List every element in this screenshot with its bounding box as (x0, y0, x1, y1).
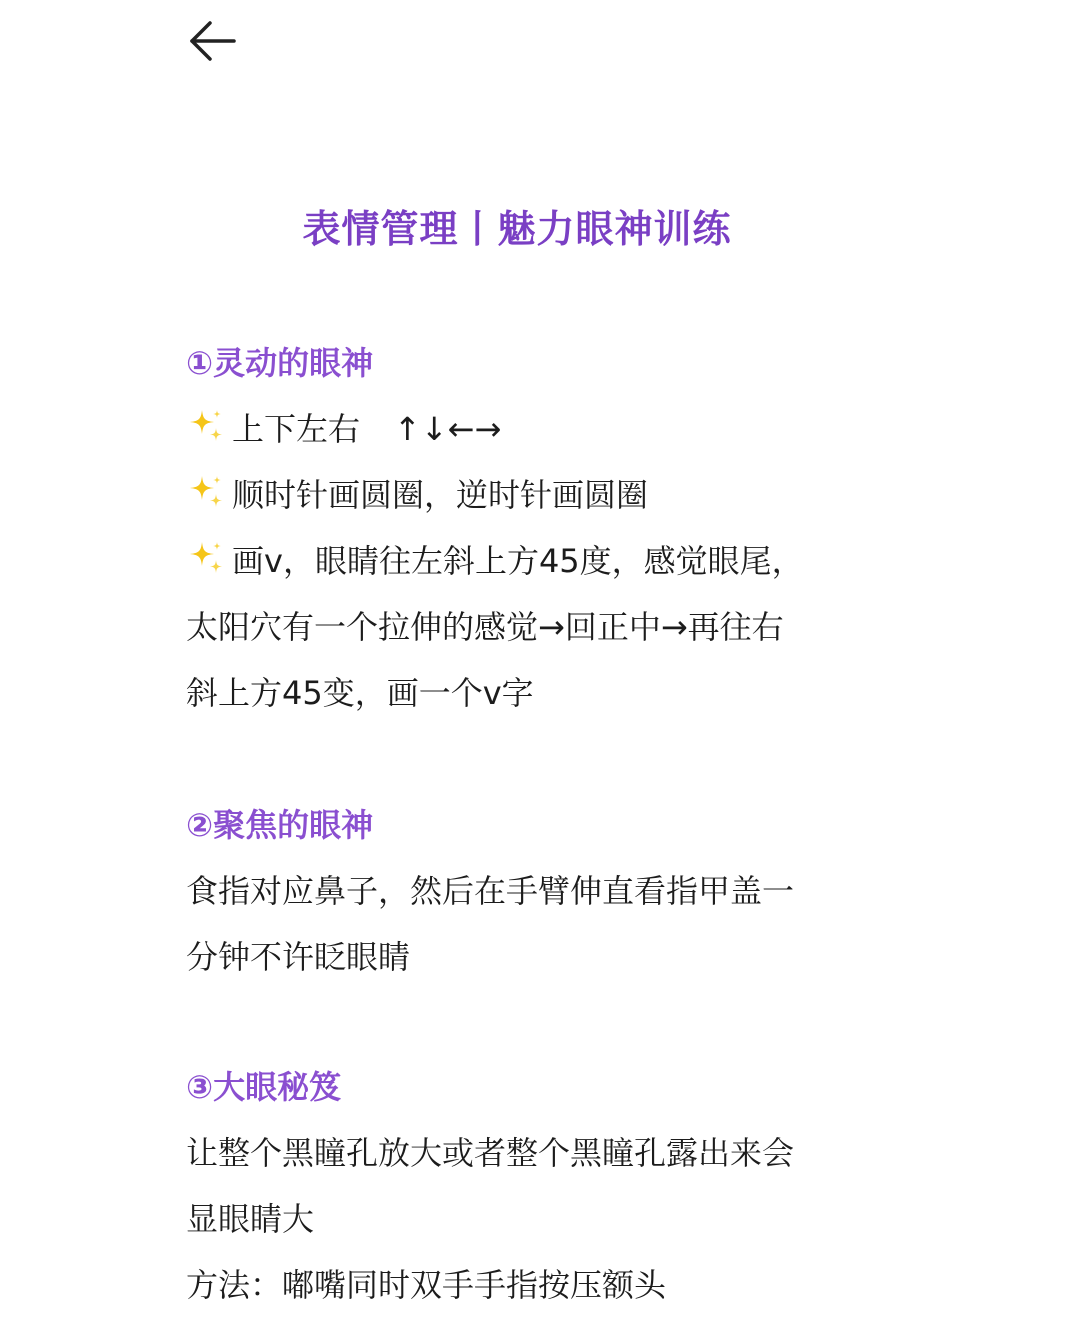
body-text: 太阳穴有一个拉伸的感觉→回正中→再往右 (186, 608, 784, 646)
spacer (186, 990, 886, 1054)
body-text: 方法：嘟嘴同时双手手指按压额头 (186, 1266, 667, 1304)
section-heading-1: ①灵动的眼神 (186, 344, 374, 382)
sparkles-icon (186, 402, 226, 442)
section-heading-3: ③大眼秘笈 (186, 1068, 342, 1106)
list-item (186, 396, 886, 462)
body-text: 斜上方45变，画一个v字 (186, 674, 534, 712)
arrow-left-icon (186, 19, 236, 63)
list-item-text: 顺时针画圆圈，逆时针画圆圈 (232, 476, 649, 514)
body-text: 显眼睛大 (186, 1200, 315, 1238)
sparkles-icon (186, 468, 226, 508)
body-text: 食指对应鼻子，然后在手臂伸直看指甲盖一 (186, 872, 795, 910)
list-item-text: 画v，眼睛往左斜上方45度，感觉眼尾， (232, 542, 804, 580)
article-body (186, 330, 886, 1318)
list-item (186, 462, 886, 528)
sparkles-icon (186, 534, 226, 574)
body-text: 让整个黑瞳孔放大或者整个黑瞳孔露出来会 (186, 1134, 795, 1172)
section-heading-2: ②聚焦的眼神 (186, 806, 374, 844)
page-title: 表情管理丨魅力眼神训练 (302, 207, 732, 251)
list-item (186, 528, 886, 594)
spacer (186, 726, 886, 792)
arrows-text: ↑↓←→ (394, 410, 502, 448)
body-text: 分钟不许眨眼睛 (186, 938, 411, 976)
list-item-text: 上下左右 (232, 410, 361, 448)
back-button[interactable] (182, 16, 240, 66)
